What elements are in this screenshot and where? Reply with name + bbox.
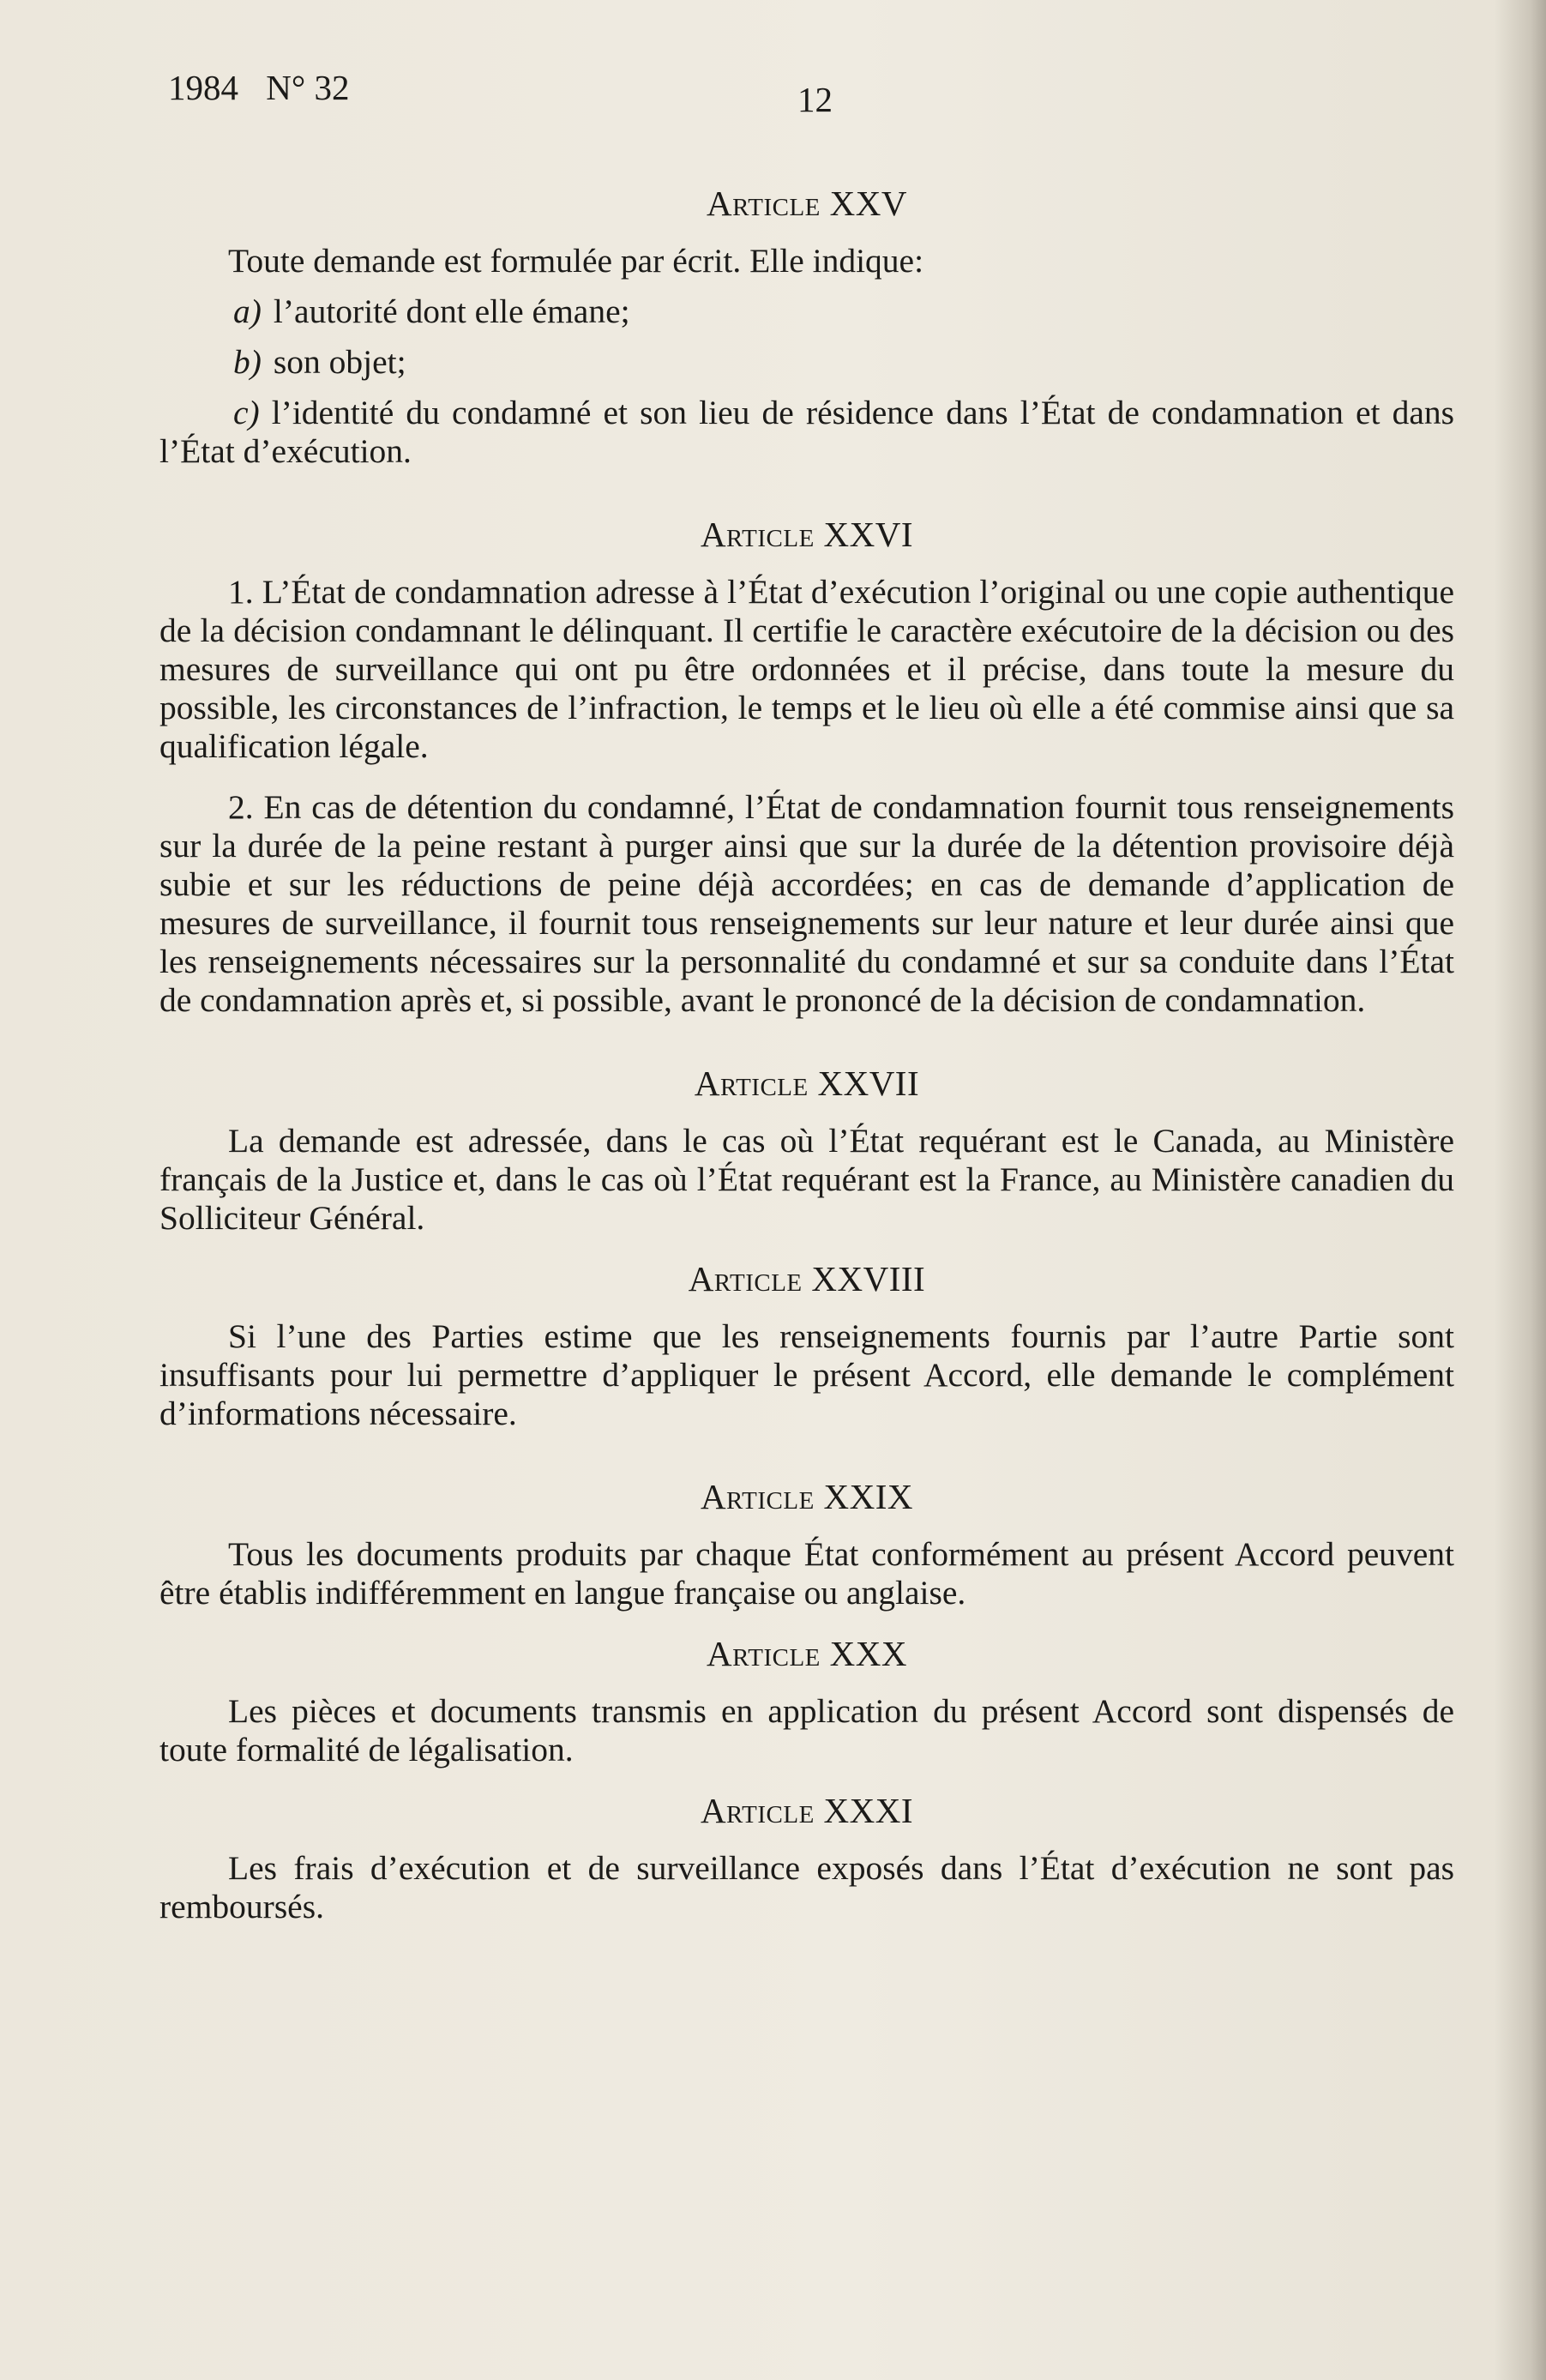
article-xxix xyxy=(159,1478,1454,1612)
article-xxvi xyxy=(159,515,1454,1020)
list-item xyxy=(159,343,1454,382)
book-spine-shadow xyxy=(1495,0,1546,2380)
article-title: Article XXX xyxy=(707,1634,907,1673)
list-item xyxy=(159,394,1454,471)
item-text: son objet; xyxy=(273,343,406,381)
article-title: Article XXVI xyxy=(700,515,914,554)
item-letter: b) xyxy=(233,343,262,381)
page-body xyxy=(159,184,1454,1949)
article-paragraph: La demande est adressée, dans le cas où l’État requérant est le Canada, au Ministère français de la Justice et, dans le cas où l’État requérant est la France, au Ministère canadien du Solliciteur Général. xyxy=(159,1122,1454,1237)
page-header xyxy=(168,67,350,108)
article-xxxi xyxy=(159,1792,1454,1926)
article-title: Article XXVII xyxy=(694,1063,920,1103)
article-title: Article XXVIII xyxy=(688,1259,926,1298)
article-intro: Toute demande est formulée par écrit. Elle indique: xyxy=(228,242,924,280)
article-title: Article XXXI xyxy=(700,1791,914,1830)
article-title: Article XXIX xyxy=(700,1477,914,1516)
item-letter: a) xyxy=(233,292,262,330)
list-item xyxy=(159,292,1454,331)
article-paragraph: Les pièces et documents transmis en application du présent Accord sont dispensés de toute formalité de légalisation. xyxy=(159,1692,1454,1768)
article-xxvii xyxy=(159,1064,1454,1238)
article-xxv xyxy=(159,184,1454,471)
article-xxviii xyxy=(159,1260,1454,1433)
article-paragraph: 2. En cas de détention du condamné, l’État de condamnation fournit tous renseignements sur la durée de la peine restant à purger ainsi que sur la durée de la détention provisoire déjà subie et sur les réductions de peine déjà accordées; en cas de demande d’application de mesures de surveillance, il fournit tous renseignements sur leur nature et leur durée ainsi que les renseignements nécessaires sur la personnalité du condamné et sur sa conduite dans l’État de condamnation après et, si possible, avant le prononcé de la décision de condamnation. xyxy=(159,788,1454,1019)
article-xxx xyxy=(159,1635,1454,1769)
article-paragraph: Les frais d’exécution et de surveillance exposés dans l’État d’exécution ne sont pas remboursés. xyxy=(159,1849,1454,1925)
article-paragraph: Si l’une des Parties estime que les renseignements fournis par l’autre Partie sont insuffisants pour lui permettre d’appliquer le présent Accord, elle demande le complément d’informations nécessaire. xyxy=(159,1317,1454,1432)
article-paragraph: Tous les documents produits par chaque État conformément au présent Accord peuvent être établis indifféremment en langue française ou anglaise. xyxy=(159,1535,1454,1612)
item-text: l’identité du condamné et son lieu de résidence dans l’État de condamnation et dans l’État d’exécution. xyxy=(159,394,1454,470)
article-paragraph: 1. L’État de condamnation adresse à l’État d’exécution l’original ou une copie authentique de la décision condamnant le délinquant. Il certifie le caractère exécutoire de la décision ou des mesures de surveillance qui ont pu être ordonnées et il précise, dans toute la mesure du possible, les circonstances de l’infraction, le temps et le lieu où elle a été commise ainsi que sa qualification légale. xyxy=(159,573,1454,765)
article-title: Article XXV xyxy=(707,184,907,223)
page-number: 12 xyxy=(797,80,833,119)
header-year: 1984 xyxy=(168,68,238,107)
item-text: l’autorité dont elle émane; xyxy=(273,292,630,330)
header-number: N° 32 xyxy=(266,68,350,107)
item-letter: c) xyxy=(233,394,260,431)
